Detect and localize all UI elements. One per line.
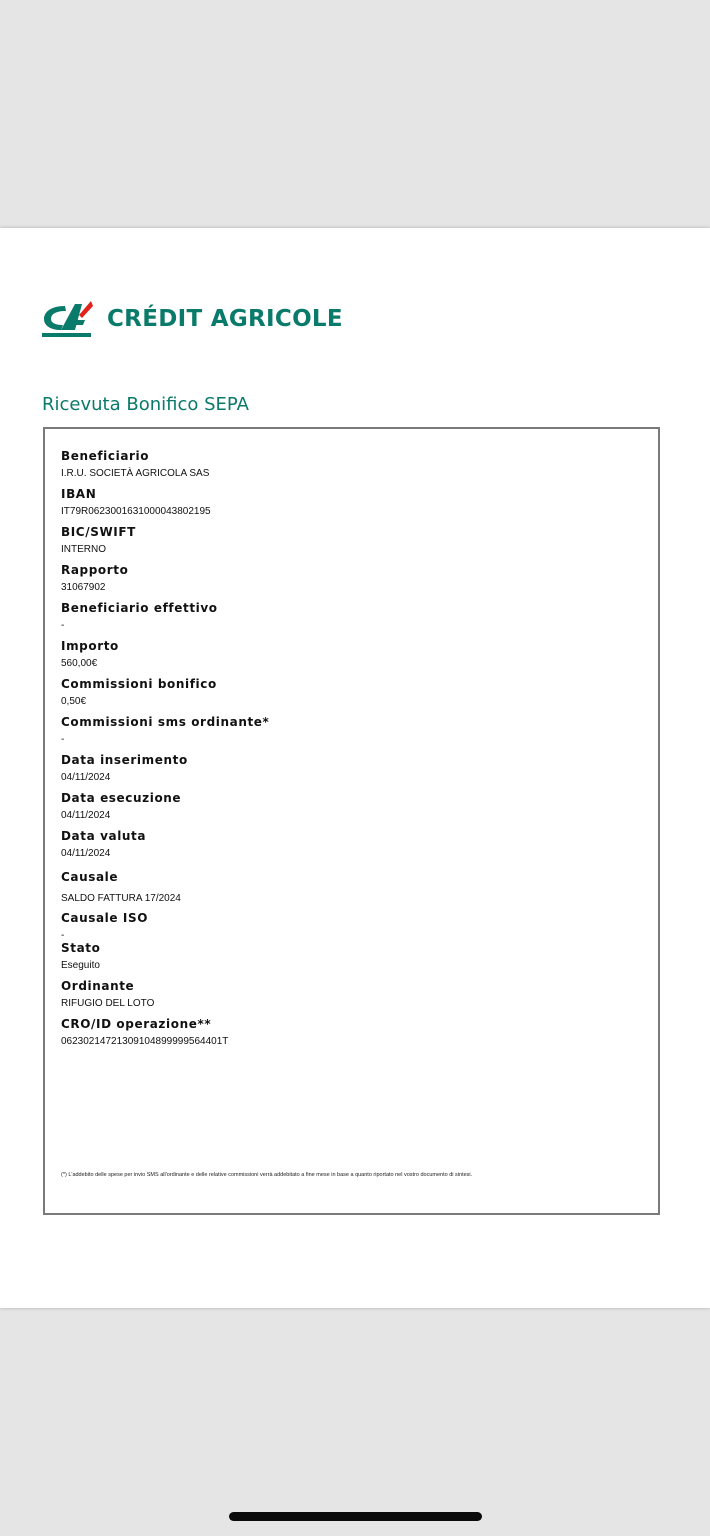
field-value: Eseguito [61, 960, 100, 971]
field-row [61, 911, 148, 942]
field-value: 0,50€ [61, 696, 87, 707]
field-row [61, 449, 209, 480]
field-label: Rapporto [61, 563, 129, 577]
field-row [61, 870, 181, 905]
field-label: Beneficiario effettivo [61, 601, 218, 615]
field-label: IBAN [61, 487, 97, 501]
field-label: Beneficiario [61, 449, 150, 463]
field-label: Importo [61, 639, 119, 653]
field-value: - [61, 620, 65, 631]
field-value: 04/11/2024 [61, 772, 111, 783]
field-row [61, 979, 154, 1010]
field-value: - [61, 734, 65, 745]
field-row [61, 677, 217, 708]
field-row [61, 601, 218, 632]
field-value: 04/11/2024 [61, 848, 111, 859]
field-row [61, 791, 181, 822]
field-value: - [61, 930, 65, 941]
field-label: Data esecuzione [61, 791, 182, 805]
field-label: BIC/SWIFT [61, 525, 136, 539]
field-label: Causale [61, 870, 119, 884]
credit-agricole-logo-mark-icon [41, 300, 93, 338]
field-row [61, 715, 269, 746]
document-page [0, 228, 710, 1308]
bank-logo [41, 298, 343, 340]
field-value: 31067902 [61, 582, 106, 593]
bank-name: CRÉDIT AGRICOLE [107, 306, 343, 332]
field-value: 06230214721309104899999564401T [61, 1036, 229, 1047]
field-label: Ordinante [61, 979, 135, 993]
field-value: INTERNO [61, 544, 106, 555]
field-row [61, 753, 188, 784]
field-label: CRO/ID operazione** [61, 1017, 212, 1031]
receipt-box [43, 427, 660, 1215]
field-row [61, 941, 100, 972]
field-value: IT79R0623001631000043802195 [61, 506, 211, 517]
field-row [61, 487, 211, 518]
document-title: Ricevuta Bonifico SEPA [42, 394, 249, 415]
field-label: Commissioni sms ordinante* [61, 715, 270, 729]
field-label: Commissioni bonifico [61, 677, 217, 691]
field-row [61, 639, 119, 670]
field-value: 04/11/2024 [61, 810, 111, 821]
footnote: (*) L'addebito delle spese per invio SMS all'ordinante e delle relative commissioni verrà addebitato a fine mese in base a quanto riportato nel vostro documento di sintesi. [61, 1172, 473, 1178]
field-row [61, 525, 136, 556]
field-row [61, 563, 128, 594]
field-row [61, 1017, 228, 1048]
field-value: I.R.U. SOCIETÀ AGRICOLA SAS [61, 468, 210, 479]
field-label: Data valuta [61, 829, 147, 843]
field-value: 560,00€ [61, 658, 98, 669]
home-indicator[interactable] [229, 1512, 482, 1521]
field-value: RIFUGIO DEL LOTO [61, 998, 155, 1009]
field-label: Stato [61, 941, 101, 955]
field-row [61, 829, 146, 860]
field-label: Data inserimento [61, 753, 188, 767]
field-value: SALDO FATTURA 17/2024 [61, 893, 181, 904]
field-label: Causale ISO [61, 911, 149, 925]
